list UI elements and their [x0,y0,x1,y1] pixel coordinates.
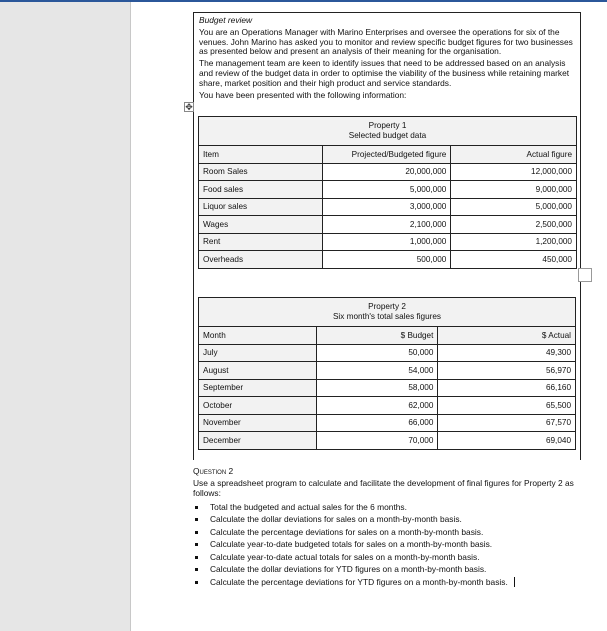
table-row [199,432,576,450]
task-item [193,501,593,514]
cell-value: 500,000 [322,251,451,269]
table-resize-handle[interactable] [578,268,592,282]
task-item [193,526,593,539]
row-label: Room Sales [199,163,323,181]
text-cursor [514,577,515,587]
table-row [199,344,576,362]
question-intro: Use a spreadsheet program to calculate and facilitate the development of final figures for Property 2 as follows: [193,477,574,498]
table-caption: Property 1 Selected budget data [199,117,577,146]
row-label: Food sales [199,181,323,199]
navigation-pane [0,2,131,631]
task-item [193,538,593,551]
column-header: Month [199,327,317,345]
task-text: Total the budgeted and actual sales for the 6 months. [210,501,407,512]
question-heading: Question 2 [193,466,234,476]
table-row [199,163,577,181]
cell-value: 1,200,000 [451,233,577,251]
cell-value: 67,570 [438,414,576,432]
task-text: Calculate the dollar deviations for YTD figures on a month-by-month basis. [210,564,487,574]
task-item [193,513,593,526]
question-section [193,466,593,588]
cell-value: 62,000 [316,397,438,415]
cell-value: 5,000,000 [451,198,577,216]
table-row [199,198,577,216]
task-item [193,563,593,576]
cell-value: 1,000,000 [322,233,451,251]
cell-value: 49,300 [438,344,576,362]
cell-value: 450,000 [451,251,577,269]
cell-value: 58,000 [316,379,438,397]
row-label: Wages [199,216,323,234]
column-header: $ Budget [316,327,438,345]
column-header: Projected/Budgeted figure [322,146,451,164]
table-row [199,414,576,432]
row-label: July [199,344,317,362]
cell-value: 9,000,000 [451,181,577,199]
table-row [199,181,577,199]
row-label: August [199,362,317,380]
row-label: September [199,379,317,397]
row-label: December [199,432,317,450]
table-move-handle-icon[interactable]: ✥ [185,102,193,112]
table-row [199,216,577,234]
row-label: Rent [199,233,323,251]
cell-value: 65,500 [438,397,576,415]
property2-table [198,297,576,450]
row-label: November [199,414,317,432]
row-label: Liquor sales [199,198,323,216]
cell-value: 5,000,000 [322,181,451,199]
row-label: October [199,397,317,415]
cell-value: 2,500,000 [451,216,577,234]
doc-title: Budget review [199,15,253,25]
intro-section [199,16,579,102]
cell-value: 70,000 [316,432,438,450]
property1-table [198,116,577,269]
column-header: Actual figure [451,146,577,164]
task-item [193,576,593,589]
row-label: Overheads [199,251,323,269]
column-header: Item [199,146,323,164]
table-row [199,397,576,415]
cell-value: 50,000 [316,344,438,362]
table-row [199,251,577,269]
cell-value: 56,970 [438,362,576,380]
task-text: Calculate year-to-date budgeted totals for sales on a month-by-month basis. [210,539,493,549]
paragraph: You have been presented with the following information: [199,89,407,100]
cell-value: 20,000,000 [322,163,451,181]
column-header: $ Actual [438,327,576,345]
cell-value: 2,100,000 [322,216,451,234]
cell-value: 54,000 [316,362,438,380]
table-row [199,379,576,397]
table-row [199,362,576,380]
cell-value: 66,160 [438,379,576,397]
cell-value: 66,000 [316,414,438,432]
task-text: Calculate the percentage deviations for sales on a month-by-month basis. [210,526,484,537]
task-text: Calculate year-to-date actual totals for sales on a month-by-month basis. [210,551,480,562]
task-list [193,501,593,589]
task-text: Calculate the percentage deviations for YTD figures on a month-by-month basis. [210,576,508,587]
table-row [199,233,577,251]
paragraph: The management team are keen to identify issues that need to be addressed based on an analysis and review of the budget data in order to optimise the viability of the business while retaining market share, market position and their high product and service standards. [199,58,570,88]
task-item [193,551,593,564]
task-text: Calculate the dollar deviations for sales on a month-by-month basis. [210,514,462,524]
table-caption: Property 2 Six month's total sales figures [199,298,576,327]
cell-value: 3,000,000 [322,198,451,216]
cell-value: 12,000,000 [451,163,577,181]
paragraph: You are an Operations Manager with Marino Enterprises and oversee the operations for six of the venues. John Marino has asked you to monitor and review specific budget figures for two businesses as presented below and present an analysis of their meaning for the organisation. [199,26,573,57]
cell-value: 69,040 [438,432,576,450]
